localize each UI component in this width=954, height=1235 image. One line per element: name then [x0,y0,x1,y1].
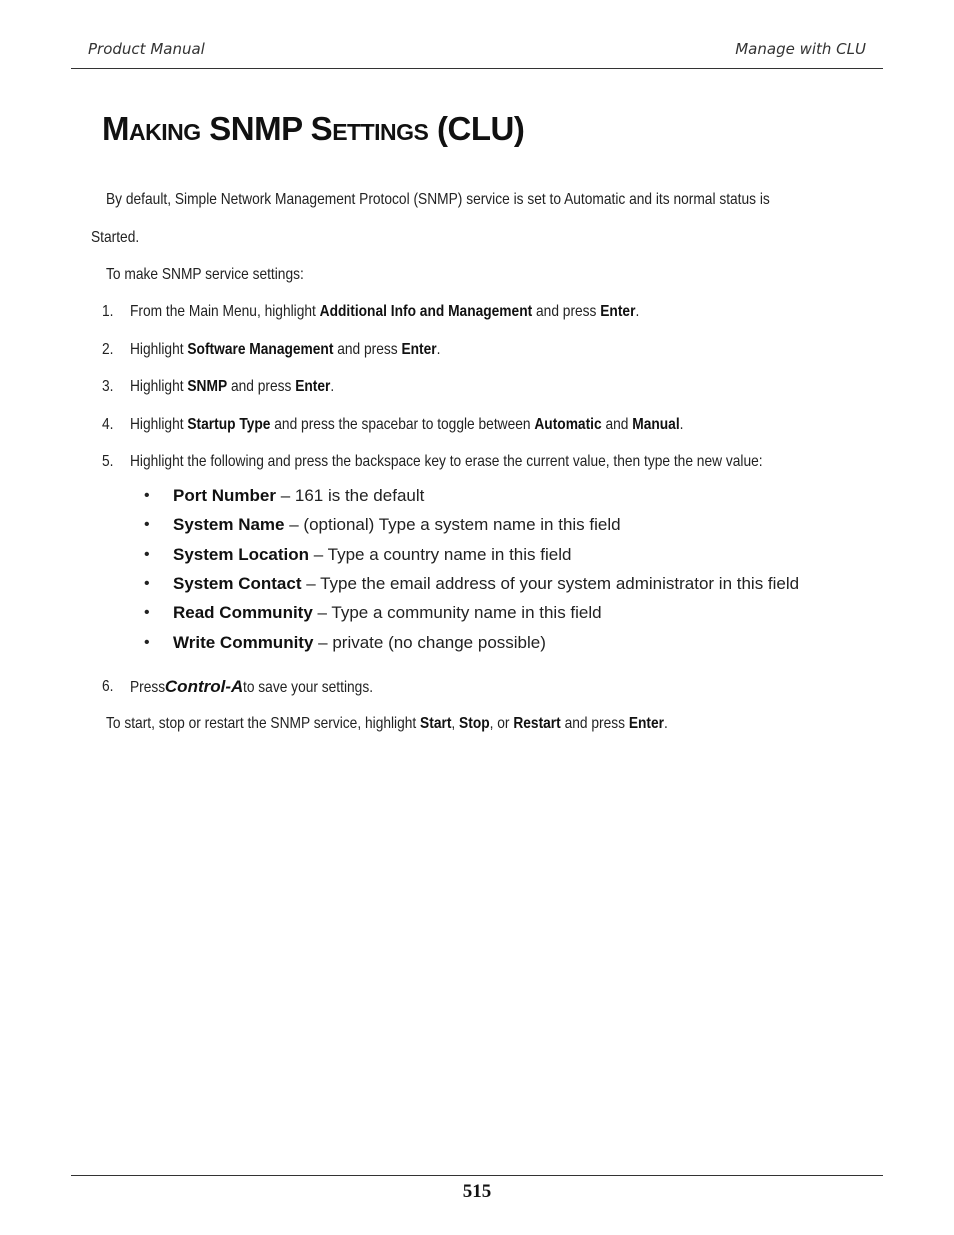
lead-text: To make SNMP service settings: [106,266,304,283]
page-title: Making SNMP Settings (CLU) [102,110,525,147]
bullet-write-community: Write Community – private (no change possible) [173,633,546,652]
page-number: 515 [462,1181,492,1202]
bullet-marker: • [144,516,150,533]
running-header-right: Manage with CLU [735,40,866,58]
bullet-marker: • [144,487,150,504]
step-5-text: Highlight the following and press the backspace key to erase the current value, then type the new value: [130,453,763,470]
step-3-text: Highlight SNMP and press Enter. [130,378,335,395]
bullet-marker: • [144,634,150,651]
intro-line-1: By default, Simple Network Management Protocol (SNMP) service is set to Automatic and its normal status is [106,191,770,208]
bullet-read-community: Read Community – Type a community name in this field [173,603,602,622]
step-number: 2. [102,341,114,358]
bullet-system-contact: System Contact – Type the email address of your system administrator in this field [173,574,800,593]
bullet-marker: • [144,604,150,621]
bullet-port-number: Port Number – 161 is the default [173,486,425,505]
footer-divider [71,1175,883,1176]
running-header-left: Product Manual [88,40,205,58]
bullet-system-location: System Location – Type a country name in this field [173,545,572,564]
step-number: 4. [102,416,114,433]
step-number: 3. [102,378,114,395]
step-number: 5. [102,453,114,470]
header-divider [71,68,883,69]
step-6-text: PressControl-Ato save your settings. [130,677,374,696]
intro-line-2: Started. [91,229,140,246]
step-2-text: Highlight Software Management and press Enter. [130,341,441,358]
step-4-text: Highlight Startup Type and press the spacebar to toggle between Automatic and Manual. [130,416,684,433]
bullet-marker: • [144,546,150,563]
step-number: 6. [102,678,114,695]
bullet-system-name: System Name – (optional) Type a system name in this field [173,515,621,534]
step-number: 1. [102,303,114,320]
closing-text: To start, stop or restart the SNMP service, highlight Start, Stop, or Restart and press Enter. [106,715,668,732]
step-1-text: From the Main Menu, highlight Additional Info and Management and press Enter. [130,303,640,320]
bullet-marker: • [144,575,150,592]
